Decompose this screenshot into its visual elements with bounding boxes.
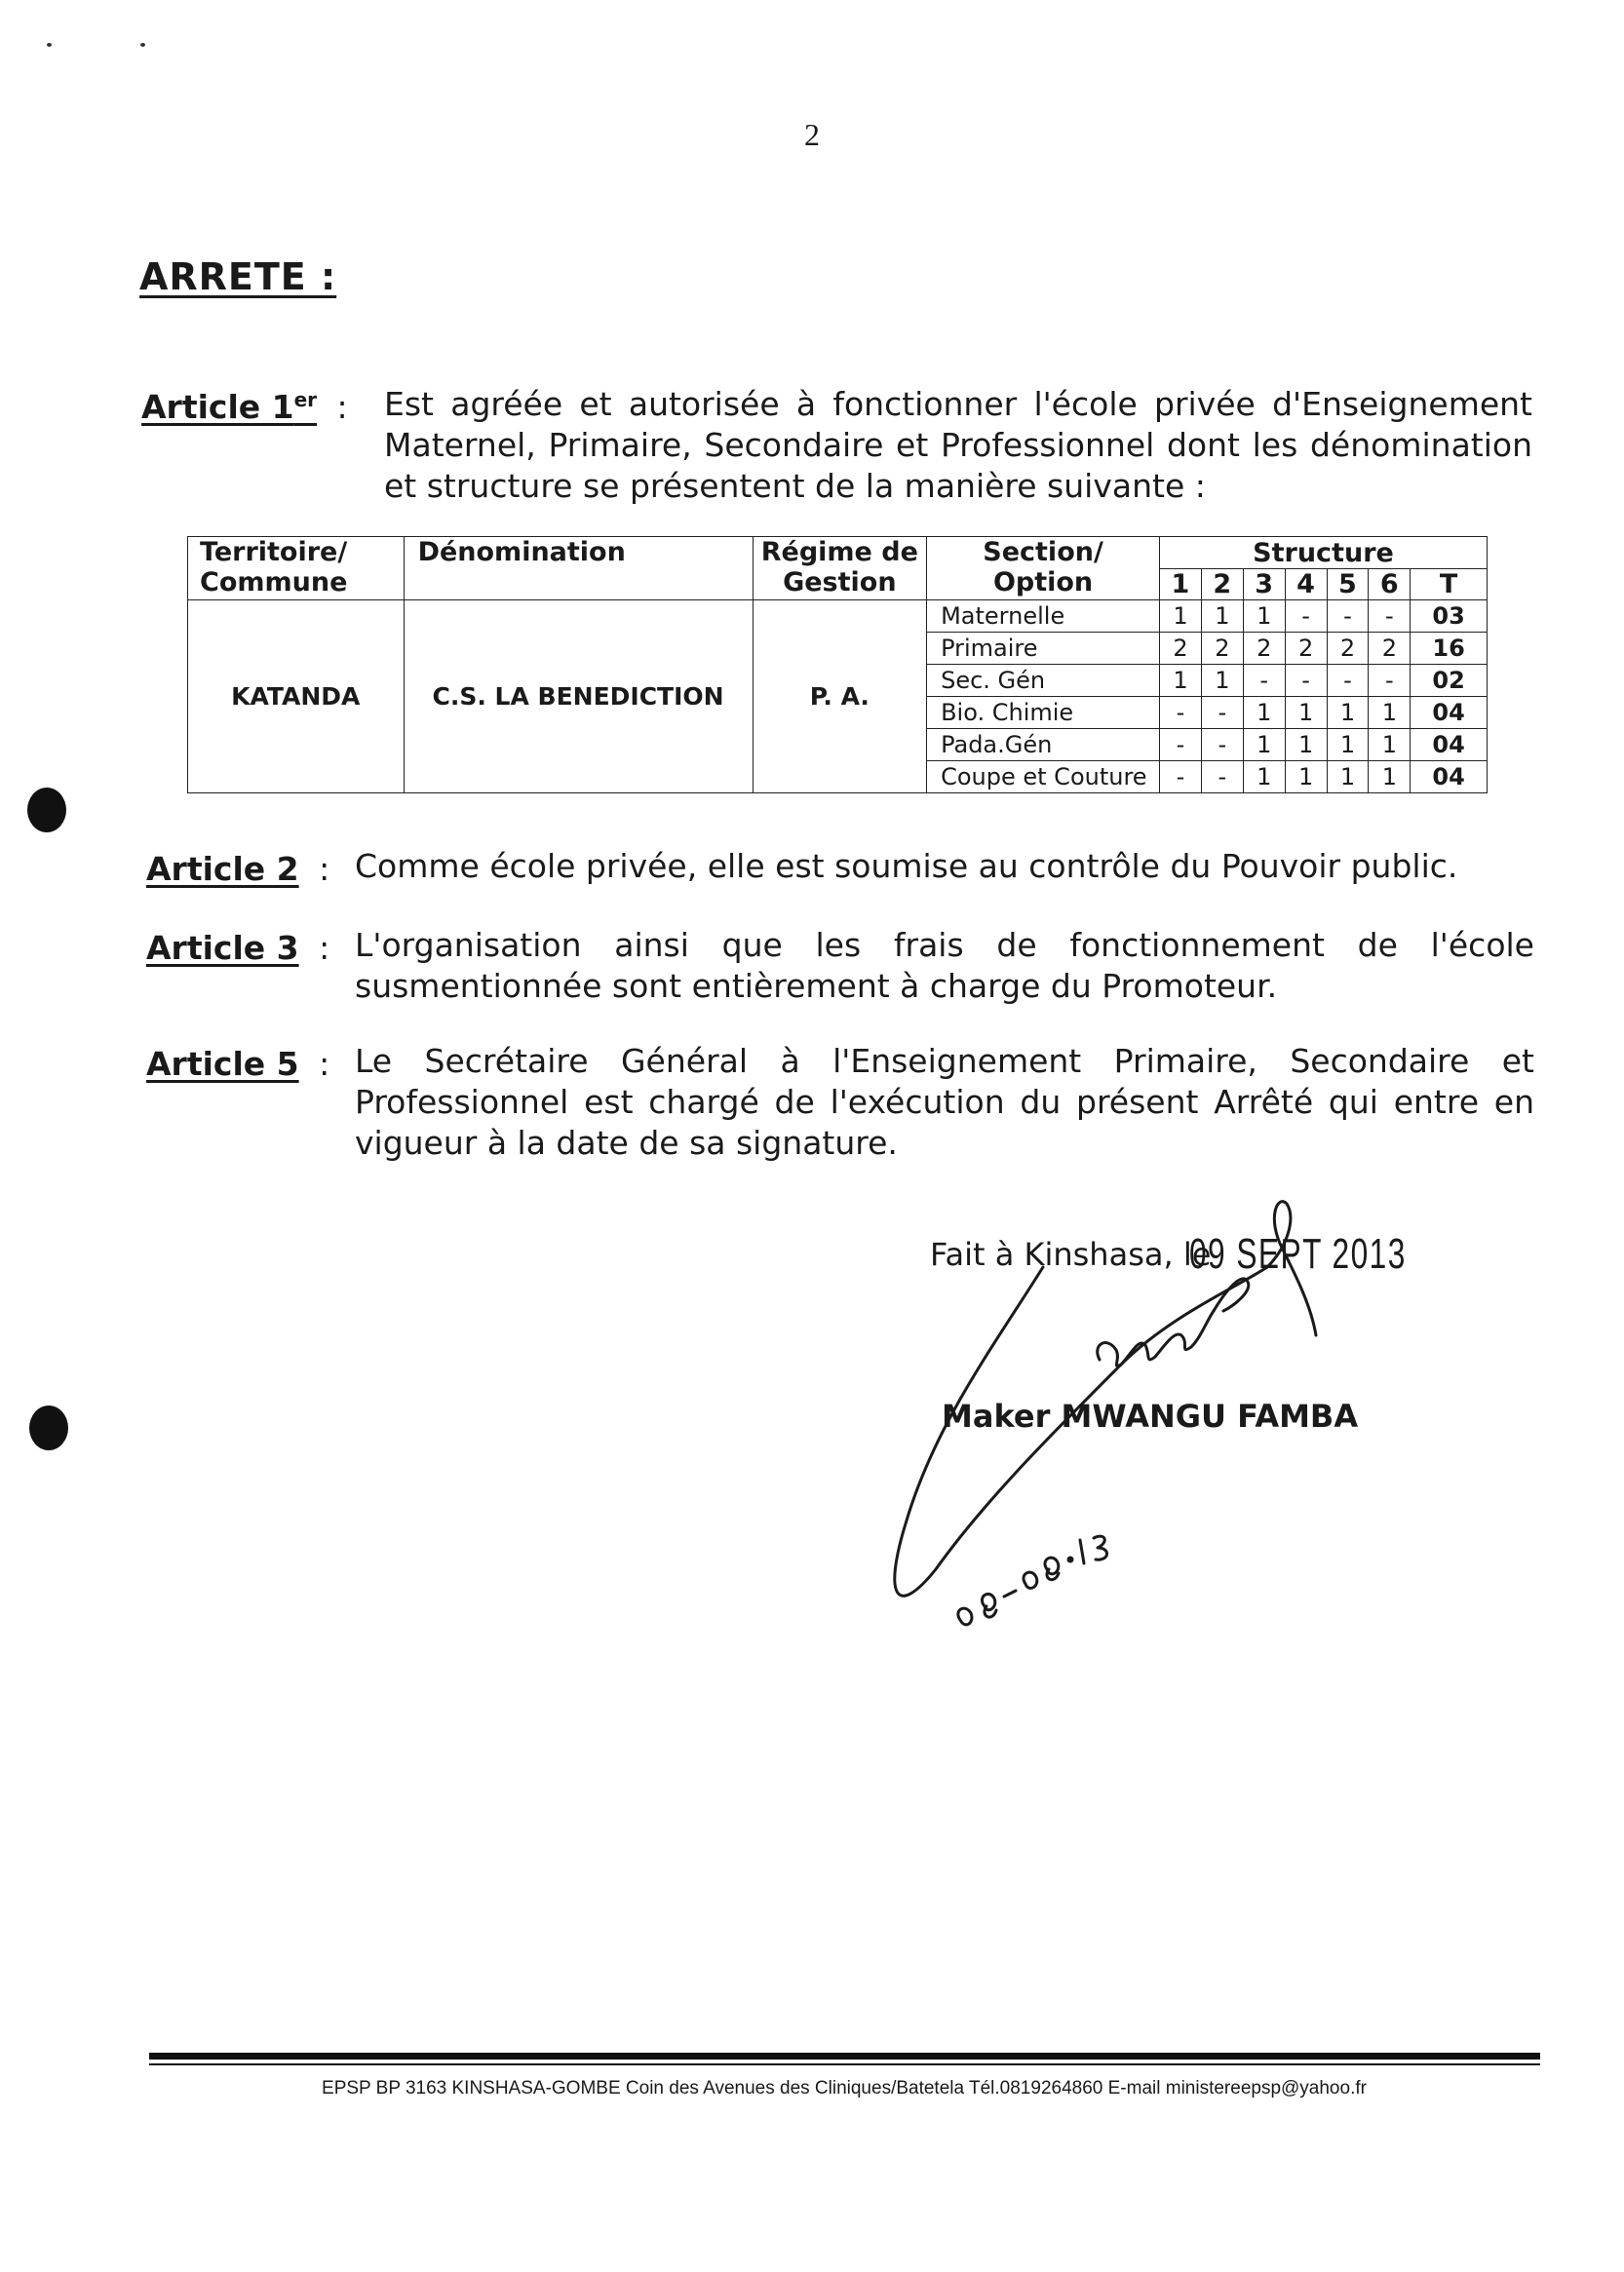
- cell-option: Pada.Gén: [927, 729, 1160, 761]
- cell-value: -: [1327, 665, 1369, 697]
- cell-value: 1: [1285, 729, 1327, 761]
- cell-value: 1: [1369, 697, 1411, 729]
- cell-value: -: [1160, 761, 1202, 793]
- cell-territoire: KATANDA: [188, 600, 405, 793]
- cell-value: -: [1369, 600, 1411, 633]
- cell-option: Sec. Gén: [927, 665, 1160, 697]
- header-structure: Structure: [1160, 537, 1488, 569]
- cell-value: 1: [1285, 761, 1327, 793]
- cell-total: 04: [1411, 697, 1488, 729]
- header-col-5: 5: [1327, 569, 1369, 600]
- article-2-text: Comme école privée, elle est soumise au contrôle du Pouvoir public.: [355, 847, 1458, 885]
- article-2-label: [146, 850, 329, 888]
- cell-value: -: [1369, 665, 1411, 697]
- scan-speck: [47, 43, 52, 47]
- header-regime: Régime de Gestion: [753, 537, 927, 600]
- article-5-colon: :: [308, 1045, 330, 1083]
- header-col-3: 3: [1243, 569, 1285, 600]
- cell-value: -: [1243, 665, 1285, 697]
- cell-value: 1: [1327, 761, 1369, 793]
- footer-rule: [149, 2053, 1540, 2060]
- cell-total: 03: [1411, 600, 1488, 633]
- cell-value: 1: [1327, 729, 1369, 761]
- cell-value: 1: [1160, 600, 1202, 633]
- cell-total: 04: [1411, 761, 1488, 793]
- header-territoire: Territoire/ Commune: [188, 537, 405, 600]
- cell-option: Maternelle: [927, 600, 1160, 633]
- cell-value: 1: [1327, 697, 1369, 729]
- header-section: Section/ Option: [927, 537, 1160, 600]
- cell-total: 02: [1411, 665, 1488, 697]
- footer-contact: EPSP BP 3163 KINSHASA-GOMBE Coin des Avenues des Cliniques/Batetela Tél.0819264860 E-mail ministereepsp@yahoo.fr: [322, 2078, 1367, 2099]
- punch-hole: [29, 1406, 68, 1450]
- cell-value: 1: [1201, 600, 1243, 633]
- cell-value: -: [1201, 761, 1243, 793]
- cell-option: Coupe et Couture: [927, 761, 1160, 793]
- cell-value: 2: [1285, 633, 1327, 665]
- cell-value: 1: [1160, 665, 1202, 697]
- cell-value: 1: [1369, 761, 1411, 793]
- cell-value: -: [1327, 600, 1369, 633]
- heading-arrete: ARRETE :: [139, 255, 337, 298]
- cell-total: 04: [1411, 729, 1488, 761]
- place-text: Fait à Kinshasa, le: [930, 1236, 1212, 1273]
- cell-regime: P. A.: [753, 600, 927, 793]
- article-2-colon: :: [308, 850, 330, 888]
- date-stamp: 09 SEPT 2013: [1189, 1230, 1407, 1278]
- cell-value: 1: [1243, 761, 1285, 793]
- cell-value: 1: [1243, 697, 1285, 729]
- cell-value: -: [1201, 729, 1243, 761]
- cell-value: 2: [1201, 633, 1243, 665]
- cell-value: 1: [1369, 729, 1411, 761]
- page-number: 2: [804, 117, 820, 152]
- table-row: [188, 600, 1488, 633]
- article-1-colon: :: [327, 388, 348, 426]
- article-3-label-text: Article 3: [146, 929, 299, 967]
- article-5-label-text: Article 5: [146, 1045, 299, 1083]
- cell-value: 2: [1243, 633, 1285, 665]
- article-5-text: Le Secrétaire Général à l'Enseignement Primaire, Secondaire et Professionnel est chargé de l'exécution du présent Arrêté qui entre en vigueur à la date de sa signature.: [355, 1042, 1534, 1162]
- school-structure-table: [187, 536, 1488, 793]
- header-col-4: 4: [1285, 569, 1327, 600]
- article-3-colon: :: [308, 929, 330, 967]
- cell-value: 1: [1243, 729, 1285, 761]
- article-3-text: L'organisation ainsi que les frais de fonctionnement de l'école susmentionnée sont entièrement à charge du Promoteur.: [355, 926, 1534, 1005]
- article-1-text: Est agréée et autorisée à fonctionner l'école privée d'Enseignement Maternel, Primaire, Secondaire et Professionnel dont les dénomination et structure se présentent de la manière suivante :: [384, 385, 1532, 505]
- cell-value: 1: [1243, 600, 1285, 633]
- article-1-label-sup: er: [293, 388, 318, 411]
- header-col-1: 1: [1160, 569, 1202, 600]
- header-col-total: T: [1411, 569, 1488, 600]
- cell-value: 2: [1160, 633, 1202, 665]
- article-2-label-text: Article 2: [146, 850, 299, 888]
- cell-value: -: [1285, 600, 1327, 633]
- header-denomination: Dénomination: [404, 537, 753, 600]
- cell-value: 1: [1285, 697, 1327, 729]
- cell-value: 1: [1201, 665, 1243, 697]
- cell-value: -: [1201, 697, 1243, 729]
- header-col-6: 6: [1369, 569, 1411, 600]
- cell-value: -: [1160, 697, 1202, 729]
- cell-option: Primaire: [927, 633, 1160, 665]
- signer-name: Maker MWANGU FAMBA: [942, 1398, 1359, 1435]
- cell-value: -: [1160, 729, 1202, 761]
- footer-rule-thin: [149, 2063, 1540, 2065]
- article-1-label-text: Article 1: [141, 388, 294, 426]
- cell-option: Bio. Chimie: [927, 697, 1160, 729]
- cell-denomination: C.S. LA BENEDICTION: [404, 600, 753, 793]
- cell-total: 16: [1411, 633, 1488, 665]
- header-col-2: 2: [1201, 569, 1243, 600]
- cell-value: -: [1285, 665, 1327, 697]
- article-5-label: [146, 1045, 329, 1083]
- punch-hole: [27, 788, 66, 832]
- scan-speck: [140, 43, 145, 47]
- cell-value: 2: [1327, 633, 1369, 665]
- article-1-label: [141, 388, 348, 426]
- cell-value: 2: [1369, 633, 1411, 665]
- article-3-label: [146, 929, 329, 967]
